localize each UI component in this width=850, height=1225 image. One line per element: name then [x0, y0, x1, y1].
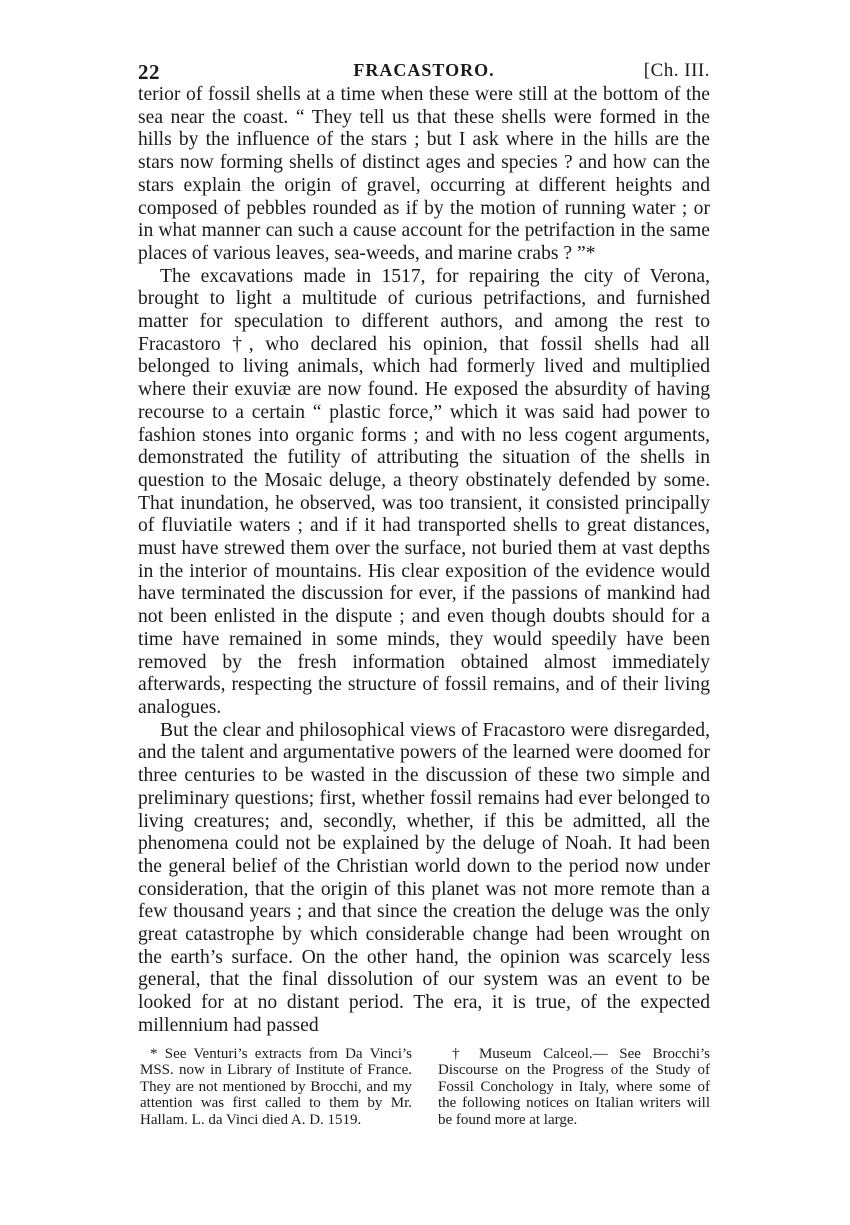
footnote-venturi: * See Venturi’s extracts from Da Vinci’s MSS. now in Library of Institute of France. They are not mentioned by Brocchi, and my attention was first called to them by Mr. Hallam. L. da Vinci died A. D. 1519. [140, 1046, 412, 1128]
running-head [138, 54, 710, 84]
paragraph-continued: terior of fossil shells at a time when these were still at the bottom of the sea near the coast. “ They tell us that these shells were formed in the hills by the influence of the stars ; but I ask where in the hills are the stars now forming shells of distinct ages and species ? and how can the stars explain the origin of gravel, occurring at different heights and composed of pebbles rounded as if by the motion of running water ; or in what manner can such a cause account for the petrifaction in the same places of various leaves, sea-weeds, and marine crabs ? ”* [138, 84, 710, 264]
paragraph-fracastoro-disregarded: But the clear and philosophical views of Fracastoro were disregarded, and the talent and argumentative powers of the learned were doomed for three centuries to be wasted in the discussion of these two simple and preliminary questions; first, whether fossil remains had ever belonged to living creatures; and, secondly, whether, if this be admitted, all the phenomena could not be explained by the deluge of Noah. It had been the general belief of the Christian world down to the period now under consideration, that the origin of this planet was not more remote than a few thousand years ; and that since the creation the deluge was the only great catastrophe by which considerable change had been wrought on the earth’s surface. On the other hand, the opinion was scarcely less general, that the final dissolution of our system was an event to be looked for at no distant period. The era, it is true, of the expected millennium had passed [138, 719, 710, 1036]
book-page [138, 54, 710, 1194]
paragraph-verona-excavations: The excavations made in 1517, for repairing the city of Verona, brought to light a multitude of curious petrifactions, and furnished matter for speculation to different authors, and among the rest to Fracastoro †, who declared his opinion, that fossil shells had all belonged to living animals, which had formerly lived and multiplied where their exuviæ are now found. He exposed the absurdity of having recourse to a certain “ plastic force,” which it was said had power to fashion stones into organic forms ; and with no less cogent arguments, demonstrated the futility of attributing the situation of the shells in question to the Mosaic deluge, a theory obstinately defended by some. That inundation, he observed, was too transient, it consisted principally of fluviatile waters ; and if it had transported shells to great distances, must have strewed them over the surface, not buried them at vast depths in the interior of mountains. His clear exposition of the evidence would have terminated the discussion for ever, if the passions of mankind had not been enlisted in the dispute ; and even though doubts should for a time have remained in some minds, they would speedily have been removed by the fresh information obtained almost immediately afterwards, respecting the structure of fossil remains, and of their living analogues. [138, 265, 710, 718]
page-number: 22 [138, 60, 160, 84]
footnote-museum-calceol: † Museum Calceol.— See Brocchi’s Discourse on the Progress of the Study of Fossil Conchology in Italy, where some of the following notices on Italian writers will be found more at large. [438, 1046, 710, 1128]
running-title: FRACASTORO. [353, 60, 495, 80]
body-text [138, 84, 710, 1038]
chapter-reference: [Ch. III. [643, 60, 710, 81]
footnotes [140, 1046, 710, 1128]
